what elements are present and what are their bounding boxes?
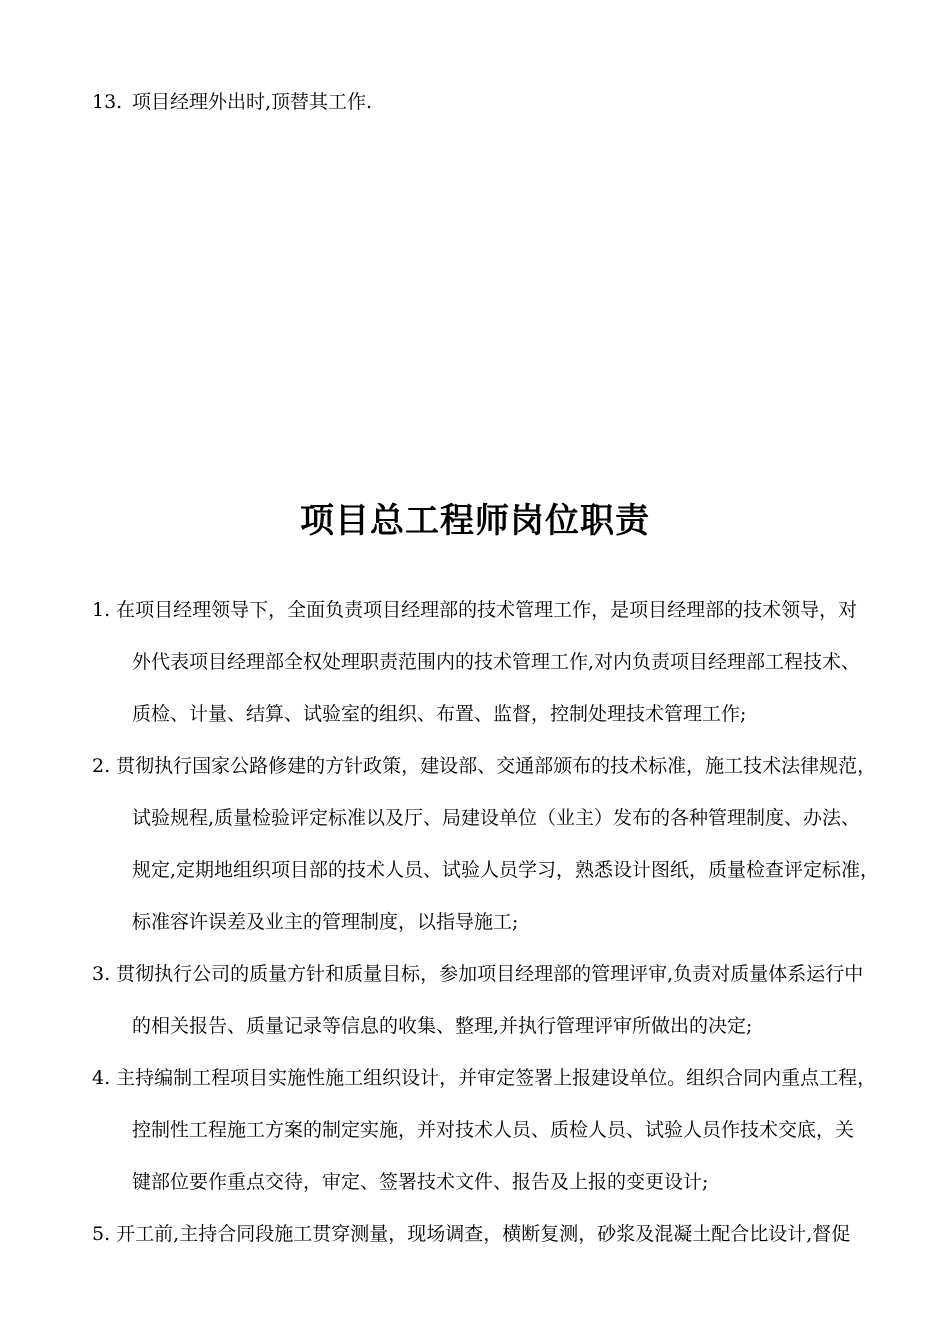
duty-line: 规定,定期地组织项目部的技术人员、试验人员学习，熟悉设计图纸，质量检查评定标准， — [132, 859, 880, 881]
duty-line: 3. 贯彻执行公司的质量方针和质量目标，参加项目经理部的管理评审,负责对质量体系运行中 — [92, 963, 864, 985]
duty-line: 5. 开工前,主持合同段施工贯穿测量，现场调查，横断复测，砂浆及混凝土配合比设计,督促 — [92, 1223, 851, 1245]
duty-line: 控制性工程施工方案的制定实施，并对技术人员、质检人员、试验人员作技术交底，关 — [132, 1119, 855, 1141]
duty-item-4 — [92, 1064, 877, 1220]
duty-item-1 — [92, 596, 872, 752]
previous-list-item — [92, 88, 372, 116]
duty-line: 2. 贯彻执行国家公路修建的方针政策，建设部、交通部颁布的技术标准，施工技术法律规范， — [92, 755, 877, 777]
duty-line: 试验规程,质量检验评定标准以及厅、局建设单位（业主）发布的各种管理制度、办法、 — [132, 807, 861, 829]
duty-line: 外代表项目经理部全权处理职责范围内的技术管理工作,对内负责项目经理部工程技术、 — [132, 651, 861, 673]
duty-item-3 — [92, 960, 872, 1064]
duty-item-5 — [92, 1220, 872, 1272]
duty-line: 的相关报告、质量记录等信息的收集、整理,并执行管理评审所做出的决定; — [132, 1015, 753, 1037]
duty-line: 1. 在项目经理领导下，全面负责项目经理部的技术管理工作，是项目经理部的技术领导，对 — [92, 599, 858, 621]
duty-line: 键部位要作重点交待，审定、签署技术文件、报告及上报的变更设计; — [132, 1171, 709, 1193]
duty-line: 4. 主持编制工程项目实施性施工组织设计，并审定签署上报建设单位。组织合同内重点工程， — [92, 1067, 877, 1089]
duty-line: 标准容许误差及业主的管理制度，以指导施工; — [132, 911, 519, 933]
duty-line: 质检、计量、结算、试验室的组织、布置、监督，控制处理技术管理工作; — [132, 703, 747, 725]
duty-item-2 — [92, 752, 880, 960]
list-item-text: 项目经理外出时,顶替其工作. — [132, 91, 373, 113]
section-title: 项目总工程师岗位职责 — [300, 501, 650, 541]
list-item-number: 13. — [92, 91, 123, 113]
